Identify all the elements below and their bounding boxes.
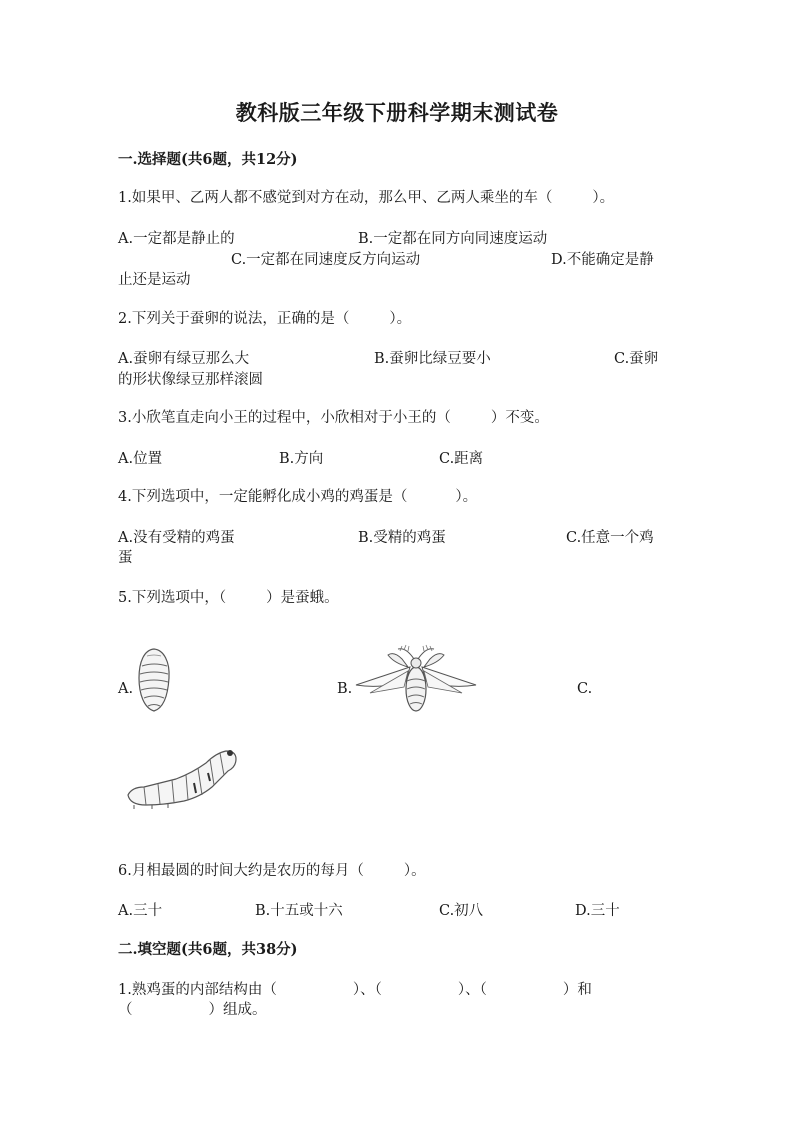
option-b: B.蚕卵比绿豆要小 [374,351,491,367]
option-b: B.方向 [279,451,324,467]
question-text: ）和 [562,982,592,998]
question-stem: 1.熟鸡蛋的内部结构由（ [118,982,277,998]
option-a: A.位置 [118,451,163,467]
section-heading-choice: 一.选择题(共6题，共12分) [118,151,298,168]
question-stem: 4.下列选项中，一定能孵化成小鸡的鸡蛋是（ [118,489,408,505]
question-5 [118,586,339,607]
option-c: C.任意一个鸡 [566,530,654,546]
question-stem: 5.下列选项中，（ [118,590,227,606]
option-a: A.蚕卵有绿豆那么大 [118,351,250,367]
question-3 [118,406,549,427]
option-c: C.初八 [439,903,484,919]
question-text: ）组成。 [208,1002,267,1018]
option-b: B.十五或十六 [255,903,343,919]
silkworm-moth-image [352,643,480,719]
option-b: B.受精的鸡蛋 [358,530,446,546]
option-d: D.三十 [575,903,620,919]
question-text: ）、（ [457,982,487,998]
question-stem: 3.小欣笔直走向小王的过程中，小欣相对于小王的（ [118,410,451,426]
option-b: B.一定都在同方向同速度运动 [358,231,548,247]
question-stem: 2.下列关于蚕卵的说法，正确的是（ [118,311,350,327]
silkworm-pupa-image [134,646,174,714]
option-c: C.距离 [439,451,484,467]
option-a: A.三十 [118,903,163,919]
section-heading-fill-in: 二.填空题(共6题，共38分) [118,941,298,958]
option-a: A.没有受精的鸡蛋 [118,530,235,546]
question-stem-end: ）。 [389,311,412,327]
option-a: A.一定都是静止的 [118,231,235,247]
question-stem: 1.如果甲、乙两人都不感觉到对方在动，那么甲、乙两人乘坐的车（ [118,190,553,206]
option-d-continued: 止还是运动 [118,272,191,288]
fill-question-1 [118,978,592,999]
question-stem-end: ）。 [592,190,615,206]
fill-question-1-continued [118,998,267,1019]
option-c: C.蚕卵 [614,351,659,367]
question-2 [118,307,411,328]
question-stem-end: ）。 [403,863,426,879]
question-text: ）、（ [352,982,382,998]
option-b: B. [337,681,353,697]
option-c: C.一定都在同速度反方向运动 [231,252,421,268]
question-stem: 6.月相最圆的时间大约是农历的每月（ [118,863,364,879]
option-d: D.不能确定是静 [551,252,654,268]
option-c-continued: 蛋 [118,550,133,566]
question-stem-end: ）不变。 [490,410,549,426]
question-1 [118,186,614,207]
question-stem-end: ）是蚕蛾。 [266,590,339,606]
question-6 [118,859,426,880]
silkworm-larva-image [124,743,240,811]
option-c-continued: 的形状像绿豆那样滚圆 [118,372,263,388]
question-stem-end: ）。 [455,489,478,505]
page-title: 教科版三年级下册科学期末测试卷 [235,100,559,125]
option-a: A. [118,681,134,697]
question-4 [118,485,477,506]
question-text: （ [118,1002,133,1018]
option-c: C. [577,681,593,697]
